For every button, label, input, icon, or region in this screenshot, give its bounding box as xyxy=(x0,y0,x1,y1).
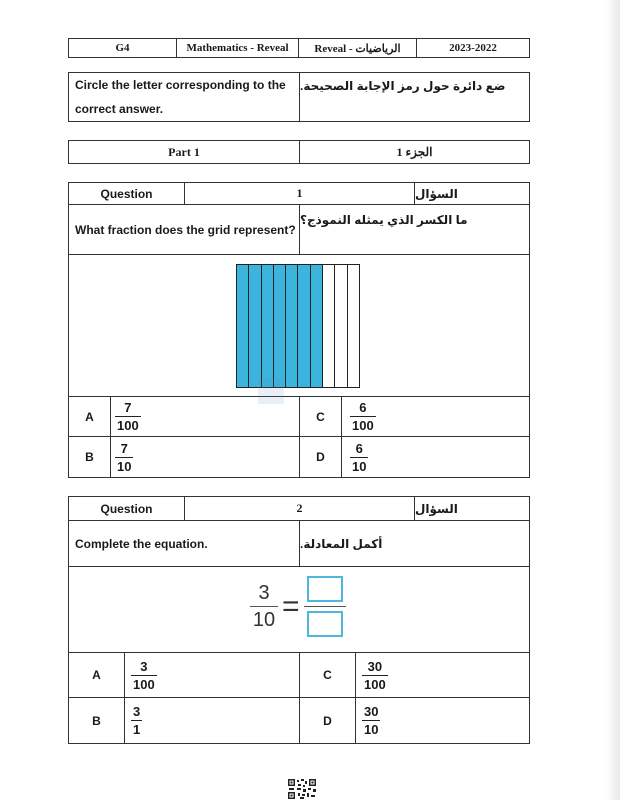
option-letter: B xyxy=(69,437,111,477)
question-1-text-arabic: ما الكسر الذي يمثله النموذج؟ xyxy=(300,213,468,227)
question-1-text-english: What fraction does the grid represent? xyxy=(69,205,300,254)
grid-strip-shaded xyxy=(249,265,261,387)
grid-strip-shaded xyxy=(298,265,310,387)
page-edge-shadow xyxy=(606,0,620,800)
part-english: Part 1 xyxy=(69,141,300,163)
subject-english: Mathematics - Reveal xyxy=(177,39,299,57)
option-letter: D xyxy=(300,698,356,743)
option-c-cell[interactable] xyxy=(356,653,529,697)
option-b-cell[interactable] xyxy=(111,437,300,477)
grid-strip-shaded xyxy=(311,265,323,387)
question-1-label: Question xyxy=(69,183,185,204)
fraction-grid-model xyxy=(236,264,360,388)
equation-known-fraction xyxy=(250,582,278,631)
option-c-fraction: $\frac{30}{100}$ xyxy=(364,658,386,692)
grid-strip-unshaded xyxy=(323,265,335,387)
grid-strip-shaded xyxy=(237,265,249,387)
subject-arabic: Reveal - الرياضيات xyxy=(299,39,417,57)
option-b-fraction: $\frac{3}{1}$ xyxy=(133,704,141,737)
option-b-fraction: $\frac{7}{10}$ xyxy=(117,440,132,474)
grade-label: G4 xyxy=(69,39,177,57)
question-1-label-arabic: السؤال xyxy=(415,186,458,201)
option-c-fraction: $\frac{6}{100}$ xyxy=(352,400,374,433)
header-table xyxy=(68,38,530,58)
option-d-fraction: $\frac{6}{10}$ xyxy=(352,440,367,474)
instruction-english: Circle the letter corresponding to the correct answer. xyxy=(69,73,300,121)
numerator-blank-box xyxy=(307,576,343,602)
equals-sign: = xyxy=(282,589,300,623)
option-b-cell[interactable] xyxy=(125,698,300,743)
option-letter: C xyxy=(300,397,342,436)
grid-strip-shaded xyxy=(274,265,286,387)
option-letter: A xyxy=(69,653,125,697)
question-2-label: Question xyxy=(69,497,185,520)
question-2-label-arabic: السؤال xyxy=(415,501,458,516)
grid-strip-shaded xyxy=(262,265,274,387)
equation xyxy=(250,576,346,637)
option-d-fraction: $\frac{30}{10}$ xyxy=(364,704,379,737)
option-letter: A xyxy=(69,397,111,436)
part-table xyxy=(68,140,530,164)
grid-strip-unshaded xyxy=(335,265,347,387)
option-letter: B xyxy=(69,698,125,743)
option-letter: D xyxy=(300,437,342,477)
denominator-blank-box xyxy=(307,611,343,637)
option-a-cell[interactable] xyxy=(125,653,300,697)
equation-numerator: 3 xyxy=(258,582,270,604)
option-d-cell[interactable] xyxy=(342,437,529,477)
instruction-arabic: ضع دائرة حول رمز الإجابة الصحيحة. xyxy=(300,79,506,93)
question-1-number: 1 xyxy=(185,183,415,204)
part-arabic: الجزء 1 xyxy=(396,144,433,159)
academic-year: 2023-2022 xyxy=(449,42,497,54)
instruction-table xyxy=(68,72,530,122)
qr-code-icon xyxy=(287,778,317,800)
question-2-text-english: Complete the equation. xyxy=(69,521,300,566)
equation-denominator: 10 xyxy=(252,609,276,631)
option-a-fraction: $\frac{7}{100}$ xyxy=(117,400,139,433)
option-d-cell[interactable] xyxy=(356,698,529,743)
option-letter: C xyxy=(300,653,356,697)
option-a-cell[interactable] xyxy=(111,397,300,436)
option-a-fraction: $\frac{3}{100}$ xyxy=(133,658,155,692)
question-2-number: 2 xyxy=(185,497,415,520)
option-c-cell[interactable] xyxy=(342,397,529,436)
grid-strip-shaded xyxy=(286,265,298,387)
question-2-text-arabic: أكمل المعادلة. xyxy=(300,536,383,551)
grid-strip-unshaded xyxy=(348,265,359,387)
equation-blank-fraction xyxy=(304,576,346,637)
